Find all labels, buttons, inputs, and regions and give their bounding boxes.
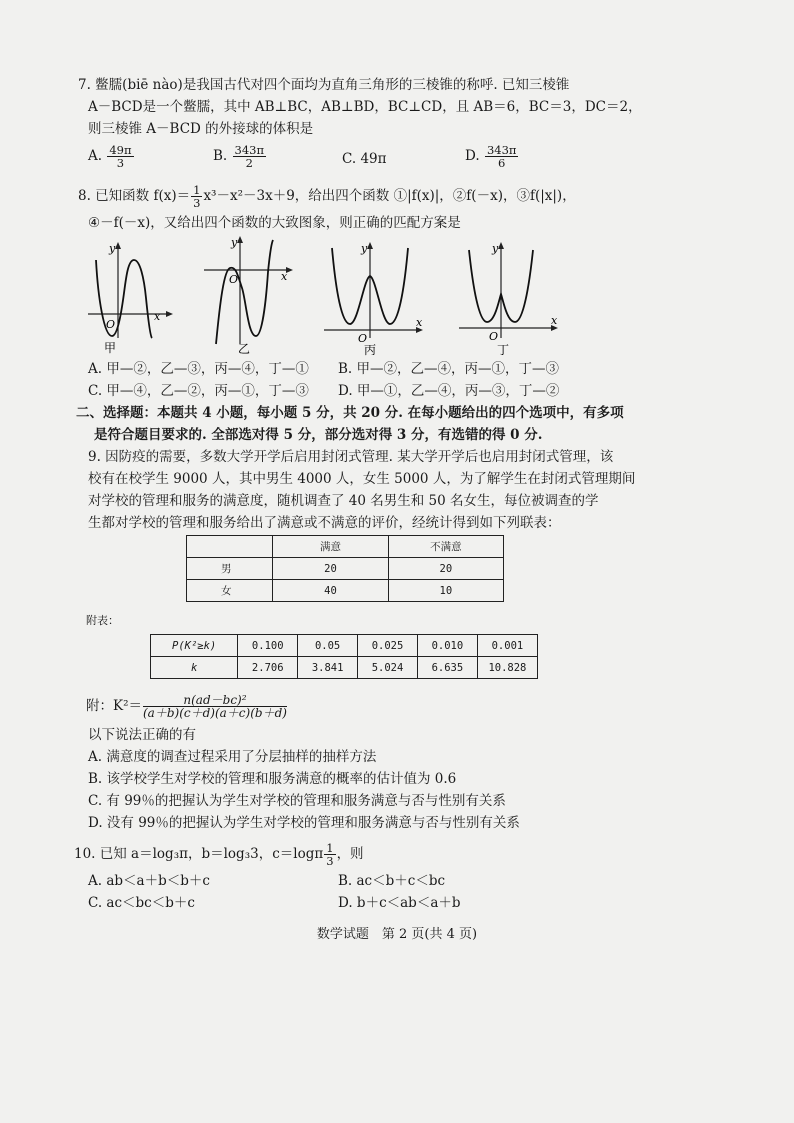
q8-option-d: D. 甲—①，乙—④，丙—③，丁—②: [338, 383, 560, 399]
q7-option-b: B. $\frac{343\pi}{2}$: [213, 143, 265, 170]
table-row: [187, 580, 504, 602]
graph-jia: [84, 238, 174, 354]
y-label: y: [361, 242, 368, 255]
table-row: [151, 657, 538, 679]
origin-label: O: [229, 273, 239, 286]
graph-bing: [320, 238, 430, 356]
graph-label: 甲: [104, 341, 117, 354]
x-label: x: [551, 314, 558, 327]
table-cell: 0.05: [298, 635, 358, 657]
table-cell: 2.706: [238, 657, 298, 679]
q7-option-c: C. 49π: [342, 151, 387, 167]
q9-option-a: A. 满意度的调查过程采用了分层抽样的抽样方法: [88, 749, 377, 765]
q8-line2: ④－f(－x)，又给出四个函数的大致图象，则正确的匹配方案是: [88, 215, 461, 231]
graph-label: 乙: [238, 342, 251, 356]
graph-ding: [455, 238, 565, 356]
section2-heading-cont: 是符合题目要求的. 全部选对得 5 分，部分选对得 3 分，有选错的得 0 分.: [94, 427, 543, 443]
curve: [96, 260, 152, 338]
page-footer: 数学试题 第 2 页(共 4 页): [316, 927, 478, 942]
table-cell: 女: [187, 580, 273, 602]
q9-line1: 9. 因防疫的需要，多数大学开学后启用封闭式管理. 某大学开学后也启用封闭式管理，该: [88, 449, 614, 465]
table-row: [187, 536, 504, 558]
q7-line3: 则三棱锥 A－BCD 的外接球的体积是: [88, 121, 314, 137]
table-row: [187, 558, 504, 580]
table-cell: 6.635: [417, 657, 477, 679]
table-cell: 0.001: [477, 635, 537, 657]
x-label: x: [154, 310, 161, 323]
section2-heading: 二、选择题：本题共 4 小题，每小题 5 分，共 20 分. 在每小题给出的四个选项中，有多项: [76, 405, 624, 421]
q10-stem: 10. 已知 a＝log₃π，b＝log₃3，c＝logπ $\frac{1}{3}$ ，则: [74, 841, 364, 868]
q7-option-a: A. $\frac{49\pi}{3}$: [88, 143, 132, 170]
q10-option-a: A. ab＜a＋b＜b＋c: [88, 873, 210, 889]
table-cell: 男: [187, 558, 273, 580]
y-label: y: [492, 242, 499, 255]
table-cell: 10: [388, 580, 503, 602]
table-header: 不满意: [388, 536, 503, 558]
table-cell: [187, 536, 273, 558]
y-label: y: [231, 236, 238, 249]
q9-option-b: B. 该学校学生对学校的管理和服务满意的概率的估计值为 0.6: [88, 771, 457, 787]
q9-option-d: D. 没有 99％的把握认为学生对学校的管理和服务满意与否与性别有关系: [88, 815, 520, 831]
graph-label: 丁: [497, 343, 510, 356]
table-cell: 3.841: [298, 657, 358, 679]
table-cell: 20: [388, 558, 503, 580]
x-label: x: [281, 270, 288, 283]
x-label: x: [416, 316, 423, 329]
x-axis-arrow-icon: [166, 311, 173, 317]
q9-line4: 生都对学校的管理和服务给出了满意或不满意的评价，经统计得到如下列联表：: [88, 515, 561, 531]
q8-option-b: B. 甲—②，乙—④，丙—①，丁—③: [338, 361, 560, 377]
table-cell: P(K²≥k): [151, 635, 238, 657]
q9-option-c: C. 有 99％的把握认为学生对学校的管理和服务满意与否与性别有关系: [88, 793, 506, 809]
table-header: 满意: [273, 536, 388, 558]
table-cell: 0.100: [238, 635, 298, 657]
table-cell: 5.024: [358, 657, 418, 679]
q8-line1: 8. 已知函数 f(x)＝ $\frac{1}{3}$ x³－x²－3x＋9，给出四个函数 ①|f(x)|，②f(－x)，③f(|x|)，: [78, 183, 576, 210]
contingency-table: [186, 535, 504, 602]
y-label: y: [109, 242, 116, 255]
q9-prompt: 以下说法正确的有: [88, 727, 196, 743]
q7-option-d: D. $\frac{343\pi}{6}$: [465, 143, 517, 170]
q8-option-c: C. 甲—④，乙—②，丙—①，丁—③: [88, 383, 309, 399]
q8-option-a: A. 甲—②，乙—③，丙—④，丁—①: [88, 361, 309, 377]
table-cell: k: [151, 657, 238, 679]
table-cell: 0.025: [358, 635, 418, 657]
y-axis-arrow-icon: [498, 242, 504, 249]
table-cell: 10.828: [477, 657, 537, 679]
table-row: [151, 635, 538, 657]
q10-option-b: B. ac＜b＋c＜bc: [338, 873, 446, 889]
y-axis-arrow-icon: [237, 236, 243, 243]
q9-line2: 校有在校学生 9000 人，其中男生 4000 人，女生 5000 人，为了解学生在封闭式管理期间: [88, 471, 636, 487]
q9-line3: 对学校的管理和服务的满意度，随机调查了 40 名男生和 50 名女生，每位被调查的学: [88, 493, 599, 509]
y-axis-arrow-icon: [115, 242, 121, 249]
q7-line2: A－BCD是一个鳖臑，其中 AB⊥BC，AB⊥BD，BC⊥CD，且 AB＝6，BC＝3，DC＝2，: [88, 99, 642, 115]
origin-label: O: [106, 318, 116, 331]
curve: [216, 240, 273, 344]
q7-line1: 7. 鳖臑(biē nào)是我国古代对四个面均为直角三角形的三棱锥的称呼. 已知三棱锥: [78, 77, 570, 93]
table-cell: 40: [273, 580, 388, 602]
table-cell: 20: [273, 558, 388, 580]
appendix-label: 附表：: [86, 614, 119, 627]
table-cell: 0.010: [417, 635, 477, 657]
critical-value-table: [150, 634, 538, 679]
q10-option-c: C. ac＜bc＜b＋c: [88, 895, 195, 911]
y-axis-arrow-icon: [367, 242, 373, 249]
q10-option-d: D. b＋c＜ab＜a＋b: [338, 895, 461, 911]
graph-label: 丙: [364, 343, 377, 356]
k-squared-formula: 附：K²＝ $\frac{\text{n(ad－bc)²}}{(a+b)(c+d)(a+c)(b+d)}$: [86, 693, 287, 720]
origin-label: O: [358, 332, 368, 345]
graph-yi: [200, 232, 300, 356]
origin-label: O: [489, 330, 499, 343]
